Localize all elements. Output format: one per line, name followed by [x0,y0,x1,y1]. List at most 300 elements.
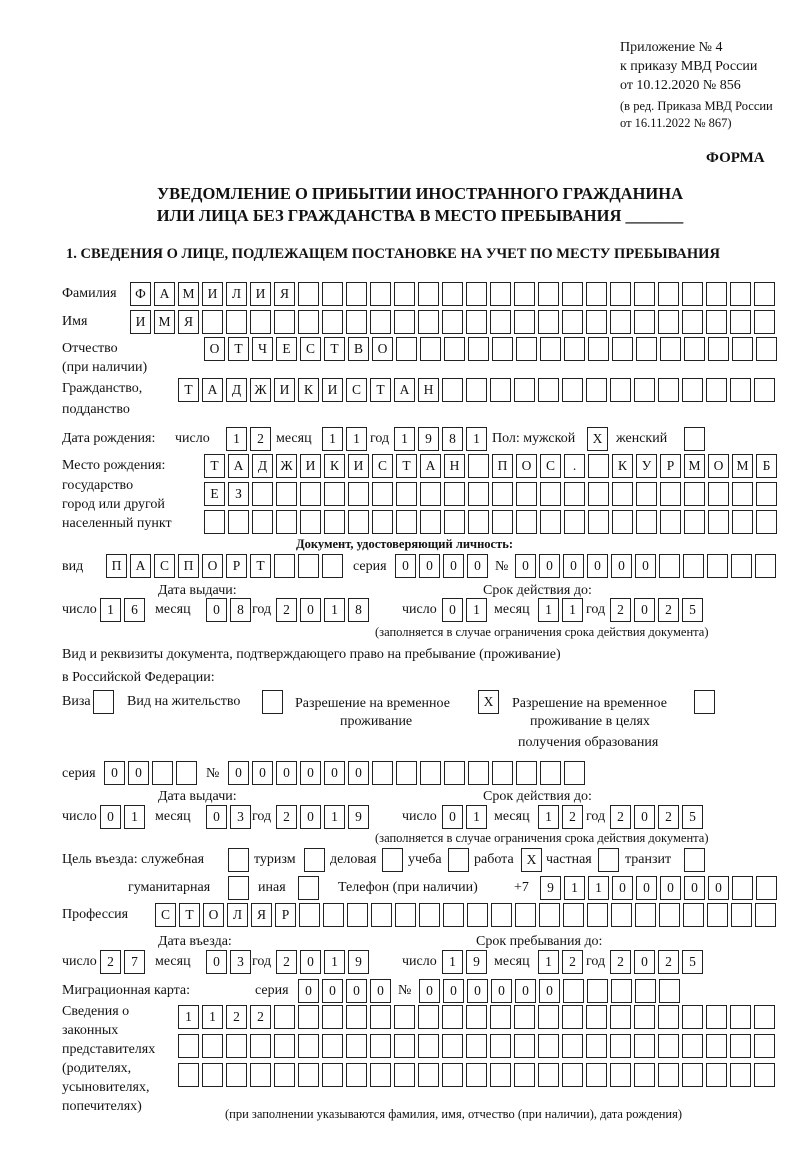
char-cell[interactable]: 0 [395,554,416,578]
char-cell[interactable]: Я [178,310,199,334]
char-cell[interactable]: 0 [443,979,464,1003]
char-cell[interactable] [708,482,729,506]
char-cell[interactable] [732,510,753,534]
char-cell[interactable] [707,554,728,578]
char-cell[interactable] [754,310,775,334]
char-cell[interactable] [226,310,247,334]
migration-series-field[interactable] [298,979,394,1003]
char-cell[interactable] [274,1063,295,1087]
char-cell[interactable] [612,510,633,534]
char-cell[interactable] [634,378,655,402]
char-cell[interactable]: Н [444,454,465,478]
char-cell[interactable]: Л [227,903,248,927]
char-cell[interactable] [396,482,417,506]
char-cell[interactable]: 0 [300,805,321,829]
char-cell[interactable] [682,1063,703,1087]
char-cell[interactable] [658,282,679,306]
char-cell[interactable] [660,482,681,506]
char-cell[interactable] [394,310,415,334]
char-cell[interactable] [587,903,608,927]
char-cell[interactable] [444,337,465,361]
char-cell[interactable] [658,1034,679,1058]
char-cell[interactable] [706,282,727,306]
month-field[interactable] [206,950,254,974]
char-cell[interactable]: 0 [206,805,227,829]
char-cell[interactable]: О [516,454,537,478]
char-cell[interactable]: 1 [124,805,145,829]
char-cell[interactable]: 2 [610,598,631,622]
char-cell[interactable]: 3 [230,805,251,829]
char-cell[interactable]: Д [226,378,247,402]
char-cell[interactable] [514,1034,535,1058]
char-cell[interactable]: 1 [562,598,583,622]
char-cell[interactable] [636,337,657,361]
char-cell[interactable] [539,903,560,927]
char-cell[interactable]: К [324,454,345,478]
char-cell[interactable] [706,310,727,334]
char-cell[interactable] [468,510,489,534]
char-cell[interactable]: 0 [587,554,608,578]
birth-day-field[interactable] [226,427,274,451]
char-cell[interactable]: 5 [682,598,703,622]
char-cell[interactable] [276,482,297,506]
char-cell[interactable]: 5 [682,805,703,829]
char-cell[interactable]: Ж [250,378,271,402]
char-cell[interactable] [564,510,585,534]
phone-field[interactable] [540,876,780,900]
char-cell[interactable] [659,554,680,578]
char-cell[interactable] [562,378,583,402]
char-cell[interactable] [274,310,295,334]
char-cell[interactable]: Т [396,454,417,478]
char-cell[interactable] [443,903,464,927]
char-cell[interactable] [755,554,776,578]
char-cell[interactable] [658,1063,679,1087]
char-cell[interactable] [420,510,441,534]
char-cell[interactable]: 0 [515,979,536,1003]
month-field[interactable] [206,805,254,829]
char-cell[interactable] [682,378,703,402]
char-cell[interactable] [442,1005,463,1029]
char-cell[interactable] [442,1034,463,1058]
char-cell[interactable] [538,310,559,334]
char-cell[interactable]: 0 [300,950,321,974]
char-cell[interactable]: С [540,454,561,478]
char-cell[interactable] [442,310,463,334]
char-cell[interactable] [756,337,777,361]
purpose-service-checkbox[interactable] [228,848,252,872]
char-cell[interactable] [178,1063,199,1087]
char-cell[interactable]: С [346,378,367,402]
char-cell[interactable]: 0 [635,554,656,578]
char-cell[interactable]: 0 [419,979,440,1003]
char-cell[interactable]: 0 [322,979,343,1003]
char-cell[interactable]: М [178,282,199,306]
char-cell[interactable] [659,903,680,927]
char-cell[interactable] [658,310,679,334]
char-cell[interactable] [730,1005,751,1029]
char-cell[interactable] [298,1063,319,1087]
char-cell[interactable]: 1 [202,1005,223,1029]
char-cell[interactable]: Д [252,454,273,478]
char-cell[interactable] [684,427,705,451]
char-cell[interactable] [250,1034,271,1058]
char-cell[interactable] [564,761,585,785]
char-cell[interactable] [587,979,608,1003]
visa-checkbox[interactable] [93,690,117,714]
char-cell[interactable] [756,482,777,506]
char-cell[interactable] [371,903,392,927]
char-cell[interactable] [298,1005,319,1029]
char-cell[interactable]: 2 [250,427,271,451]
char-cell[interactable]: О [708,454,729,478]
char-cell[interactable] [586,1005,607,1029]
char-cell[interactable]: 0 [276,761,297,785]
char-cell[interactable]: 0 [252,761,273,785]
char-cell[interactable] [370,1063,391,1087]
purpose-other-checkbox[interactable] [298,876,322,900]
char-cell[interactable] [322,1063,343,1087]
migration-number-field[interactable] [419,979,683,1003]
char-cell[interactable]: 1 [226,427,247,451]
char-cell[interactable]: Н [418,378,439,402]
char-cell[interactable] [396,761,417,785]
char-cell[interactable] [298,282,319,306]
char-cell[interactable]: 2 [658,950,679,974]
char-cell[interactable] [418,1005,439,1029]
char-cell[interactable] [442,282,463,306]
char-cell[interactable] [382,848,403,872]
char-cell[interactable] [298,310,319,334]
char-cell[interactable] [467,903,488,927]
char-cell[interactable]: О [203,903,224,927]
char-cell[interactable] [322,1034,343,1058]
char-cell[interactable] [492,510,513,534]
char-cell[interactable] [731,554,752,578]
char-cell[interactable]: 2 [250,1005,271,1029]
char-cell[interactable] [202,310,223,334]
char-cell[interactable]: 0 [636,876,657,900]
char-cell[interactable] [304,848,325,872]
char-cell[interactable]: Т [370,378,391,402]
char-cell[interactable] [468,337,489,361]
char-cell[interactable] [612,482,633,506]
char-cell[interactable]: С [154,554,175,578]
char-cell[interactable] [226,1063,247,1087]
char-cell[interactable] [706,378,727,402]
char-cell[interactable]: 6 [124,598,145,622]
char-cell[interactable]: 0 [634,950,655,974]
purpose-study-checkbox[interactable] [448,848,472,872]
char-cell[interactable]: 0 [467,979,488,1003]
sex-male-checkbox[interactable] [587,427,611,451]
char-cell[interactable]: В [348,337,369,361]
char-cell[interactable] [684,848,705,872]
char-cell[interactable] [562,1005,583,1029]
id-number-field[interactable] [515,554,779,578]
birth-place-line1[interactable] [204,454,780,478]
representatives-line2[interactable] [178,1034,778,1058]
char-cell[interactable] [491,903,512,927]
char-cell[interactable]: А [394,378,415,402]
char-cell[interactable] [418,1034,439,1058]
char-cell[interactable] [348,482,369,506]
char-cell[interactable]: П [178,554,199,578]
char-cell[interactable]: 0 [634,805,655,829]
char-cell[interactable] [370,1005,391,1029]
char-cell[interactable] [683,554,704,578]
char-cell[interactable] [660,337,681,361]
char-cell[interactable]: 0 [300,598,321,622]
char-cell[interactable] [588,454,609,478]
char-cell[interactable] [514,1063,535,1087]
char-cell[interactable] [442,378,463,402]
char-cell[interactable] [562,1063,583,1087]
char-cell[interactable]: 1 [394,427,415,451]
char-cell[interactable] [684,482,705,506]
char-cell[interactable]: А [202,378,223,402]
char-cell[interactable]: X [587,427,608,451]
char-cell[interactable] [468,482,489,506]
year-field[interactable] [276,598,372,622]
char-cell[interactable]: И [348,454,369,478]
char-cell[interactable] [586,1034,607,1058]
char-cell[interactable]: С [372,454,393,478]
char-cell[interactable]: Р [275,903,296,927]
char-cell[interactable]: Ф [130,282,151,306]
char-cell[interactable] [636,510,657,534]
char-cell[interactable] [538,1063,559,1087]
year-field[interactable] [610,805,706,829]
char-cell[interactable] [562,1034,583,1058]
char-cell[interactable]: Я [251,903,272,927]
char-cell[interactable] [588,482,609,506]
char-cell[interactable] [658,378,679,402]
month-field[interactable] [206,598,254,622]
char-cell[interactable] [540,482,561,506]
char-cell[interactable] [324,482,345,506]
purpose-private-checkbox[interactable] [598,848,622,872]
char-cell[interactable] [588,337,609,361]
char-cell[interactable]: К [298,378,319,402]
char-cell[interactable] [298,554,319,578]
char-cell[interactable]: 8 [442,427,463,451]
char-cell[interactable]: А [154,282,175,306]
char-cell[interactable] [563,979,584,1003]
char-cell[interactable]: 7 [124,950,145,974]
char-cell[interactable] [228,876,249,900]
char-cell[interactable]: 9 [348,805,369,829]
purpose-humanitarian-checkbox[interactable] [228,876,252,900]
char-cell[interactable] [176,761,197,785]
month-field[interactable] [538,805,586,829]
char-cell[interactable] [348,510,369,534]
char-cell[interactable] [540,337,561,361]
char-cell[interactable] [731,903,752,927]
char-cell[interactable]: О [372,337,393,361]
char-cell[interactable] [564,337,585,361]
char-cell[interactable]: 0 [370,979,391,1003]
char-cell[interactable]: 0 [612,876,633,900]
char-cell[interactable] [682,1034,703,1058]
char-cell[interactable] [611,979,632,1003]
char-cell[interactable] [250,310,271,334]
char-cell[interactable] [682,310,703,334]
char-cell[interactable]: 2 [276,598,297,622]
char-cell[interactable] [490,1063,511,1087]
trp-checkbox[interactable] [478,690,502,714]
month-field[interactable] [538,950,586,974]
char-cell[interactable] [730,282,751,306]
char-cell[interactable] [732,876,753,900]
char-cell[interactable] [540,510,561,534]
char-cell[interactable]: И [202,282,223,306]
char-cell[interactable]: Л [226,282,247,306]
char-cell[interactable]: Б [756,454,777,478]
char-cell[interactable] [202,1063,223,1087]
char-cell[interactable] [466,310,487,334]
char-cell[interactable]: 1 [322,427,343,451]
char-cell[interactable]: 1 [324,950,345,974]
char-cell[interactable]: Я [274,282,295,306]
char-cell[interactable] [322,1005,343,1029]
char-cell[interactable] [610,378,631,402]
char-cell[interactable] [370,1034,391,1058]
char-cell[interactable] [730,378,751,402]
char-cell[interactable] [466,1034,487,1058]
char-cell[interactable] [492,337,513,361]
char-cell[interactable]: 0 [206,950,227,974]
char-cell[interactable] [708,337,729,361]
char-cell[interactable]: 0 [346,979,367,1003]
char-cell[interactable]: 0 [443,554,464,578]
char-cell[interactable] [538,282,559,306]
char-cell[interactable]: 1 [178,1005,199,1029]
char-cell[interactable] [610,282,631,306]
char-cell[interactable] [228,848,249,872]
char-cell[interactable] [706,1063,727,1087]
char-cell[interactable] [732,482,753,506]
char-cell[interactable]: 0 [634,598,655,622]
char-cell[interactable]: 2 [226,1005,247,1029]
char-cell[interactable]: 0 [660,876,681,900]
char-cell[interactable] [370,282,391,306]
char-cell[interactable]: Т [179,903,200,927]
char-cell[interactable] [730,310,751,334]
char-cell[interactable]: 3 [230,950,251,974]
char-cell[interactable]: М [684,454,705,478]
char-cell[interactable]: И [130,310,151,334]
char-cell[interactable] [658,1005,679,1029]
trp-edu-checkbox[interactable] [694,690,718,714]
char-cell[interactable] [562,282,583,306]
birth-place-line2[interactable] [204,482,780,506]
char-cell[interactable] [468,454,489,478]
char-cell[interactable]: 1 [346,427,367,451]
char-cell[interactable] [346,1063,367,1087]
char-cell[interactable]: У [636,454,657,478]
char-cell[interactable] [538,1034,559,1058]
char-cell[interactable] [755,903,776,927]
char-cell[interactable] [346,1034,367,1058]
char-cell[interactable] [514,1005,535,1029]
char-cell[interactable] [394,1034,415,1058]
char-cell[interactable] [754,282,775,306]
year-field[interactable] [610,950,706,974]
char-cell[interactable]: Р [660,454,681,478]
char-cell[interactable]: 1 [324,805,345,829]
char-cell[interactable]: 1 [466,805,487,829]
char-cell[interactable]: Р [226,554,247,578]
char-cell[interactable] [300,482,321,506]
profession-field[interactable] [155,903,779,927]
char-cell[interactable]: 1 [100,598,121,622]
char-cell[interactable]: О [204,337,225,361]
char-cell[interactable]: И [250,282,271,306]
char-cell[interactable]: А [420,454,441,478]
char-cell[interactable]: 9 [348,950,369,974]
char-cell[interactable]: 1 [466,598,487,622]
char-cell[interactable]: 2 [562,805,583,829]
char-cell[interactable] [659,979,680,1003]
char-cell[interactable] [683,903,704,927]
citizenship-field[interactable] [178,378,778,402]
day-field[interactable] [442,950,490,974]
char-cell[interactable]: П [492,454,513,478]
char-cell[interactable] [419,903,440,927]
char-cell[interactable]: Е [276,337,297,361]
char-cell[interactable] [372,761,393,785]
char-cell[interactable] [226,1034,247,1058]
char-cell[interactable] [515,903,536,927]
char-cell[interactable] [468,761,489,785]
char-cell[interactable] [684,337,705,361]
char-cell[interactable]: 0 [419,554,440,578]
char-cell[interactable]: Т [204,454,225,478]
char-cell[interactable] [396,510,417,534]
char-cell[interactable]: 0 [491,979,512,1003]
month-field[interactable] [538,598,586,622]
char-cell[interactable] [274,1034,295,1058]
stay-series-field[interactable] [104,761,200,785]
char-cell[interactable] [634,310,655,334]
char-cell[interactable] [756,876,777,900]
char-cell[interactable] [298,1034,319,1058]
char-cell[interactable]: 2 [100,950,121,974]
char-cell[interactable] [300,510,321,534]
char-cell[interactable] [466,1063,487,1087]
char-cell[interactable] [682,282,703,306]
char-cell[interactable] [93,690,114,714]
char-cell[interactable]: Ж [276,454,297,478]
char-cell[interactable] [420,482,441,506]
char-cell[interactable] [324,510,345,534]
char-cell[interactable] [370,310,391,334]
char-cell[interactable] [538,378,559,402]
char-cell[interactable] [418,310,439,334]
char-cell[interactable]: 0 [324,761,345,785]
purpose-work-checkbox[interactable] [521,848,545,872]
char-cell[interactable] [754,1063,775,1087]
char-cell[interactable]: 1 [538,805,559,829]
char-cell[interactable] [276,510,297,534]
char-cell[interactable] [514,310,535,334]
char-cell[interactable]: 2 [610,805,631,829]
char-cell[interactable] [586,378,607,402]
purpose-transit-checkbox[interactable] [684,848,708,872]
char-cell[interactable] [490,378,511,402]
char-cell[interactable] [274,554,295,578]
